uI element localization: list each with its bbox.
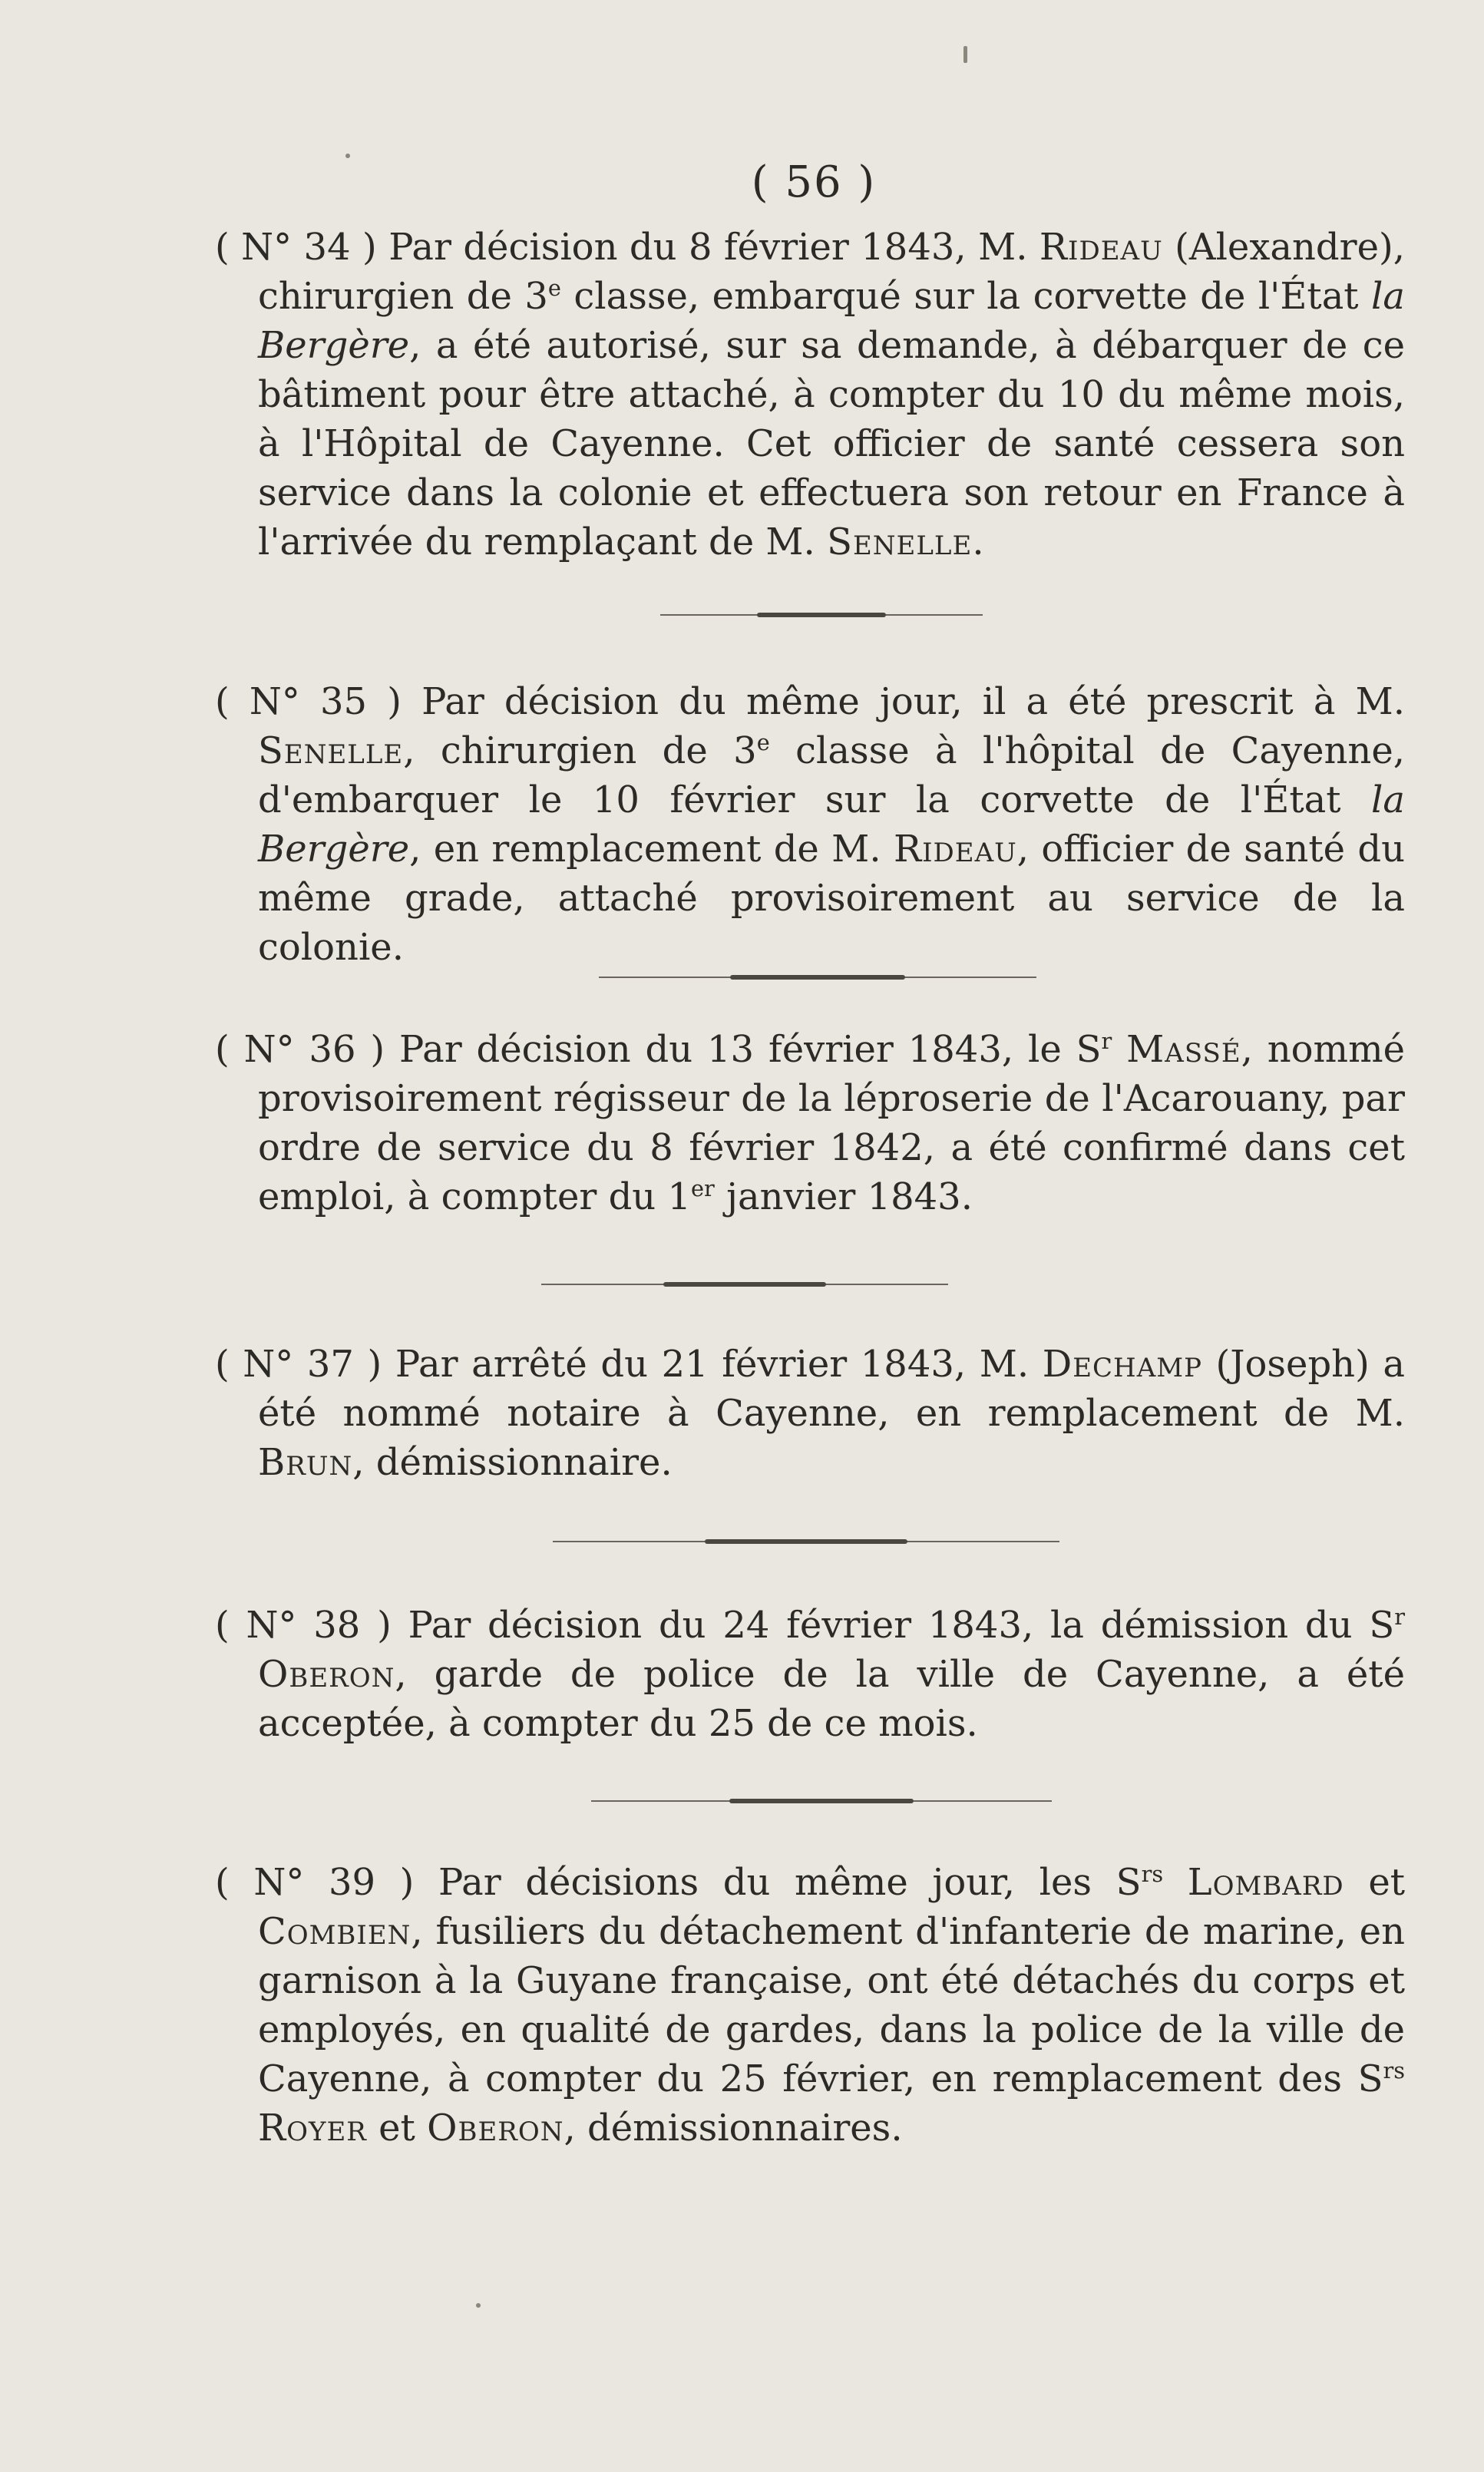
person-name: Oberon xyxy=(258,1653,395,1696)
entry-35: ( N° 35 ) Par décision du même jour, il a été prescrit à M. Senelle, chirurgien de 3e classe à l'hôpital de Cayenne, d'embarquer le 10 février sur la corvette de l'État la Bergère, en remplacement de M. Rideau, officier de santé du même grade, attaché provisoirement au service de la colonie. xyxy=(215,680,1406,969)
person-name: Royer xyxy=(258,2107,367,2150)
separator-rule xyxy=(553,1541,1059,1542)
person-name: Dechamp xyxy=(1042,1343,1202,1386)
ship-name: la Bergère xyxy=(258,275,1405,367)
person-name: Oberon xyxy=(427,2107,564,2150)
person-name: Combien xyxy=(258,1910,411,1953)
person-name: Massé xyxy=(1126,1028,1241,1071)
paper-speck xyxy=(476,2303,481,2308)
person-name: Lombard xyxy=(1187,1861,1344,1904)
page-number: ( 56 ) xyxy=(751,157,877,207)
person-name: Brun xyxy=(258,1441,353,1484)
person-name: Rideau xyxy=(1039,226,1163,269)
paper-speck xyxy=(345,154,350,158)
person-name: Rideau xyxy=(893,828,1017,871)
entry-39: ( N° 39 ) Par décisions du même jour, les $S^{rs}$ Lombard et Combien, fusiliers du détachement d'infanterie de marine, en garnison à la Guyane française, ont été détachés du corps et employés, en qualité de gardes, dans la police de la ville de Cayenne, à compter du 25 février, en remplacement des $S^{rs}$ Royer et Oberon, démissionnaires. xyxy=(215,1861,1406,2150)
entry-number: ( N° 37 ) xyxy=(215,1343,382,1386)
entry-37: ( N° 37 ) Par arrêté du 21 février 1843, M. Dechamp (Joseph) a été nommé notaire à Cayenne, en remplacement de M. Brun, démissionnaire. xyxy=(215,1343,1406,1484)
entry-38: ( N° 38 ) Par décision du 24 février 1843, la démission du $S^r$ Oberon, garde de police de la ville de Cayenne, a été acceptée, à compter du 25 de ce mois. xyxy=(215,1604,1405,1745)
entry-36: ( N° 36 ) Par décision du 13 février 1843, le $S^r$ Massé, nommé provisoirement régisseur de la léproserie de l'Acarouany, par ordre de service du 8 février 1842, a été confirmé dans cet emploi, à compter du 1er janvier 1843. xyxy=(215,1028,1405,1218)
entry-number: ( N° 34 ) xyxy=(215,226,377,269)
entry-number: ( N° 36 ) xyxy=(215,1028,385,1071)
separator-rule xyxy=(591,1800,1052,1802)
separator-rule xyxy=(541,1284,948,1285)
entry-34: ( N° 34 ) Par décision du 8 février 1843, M. Rideau (Alexandre), chirurgien de 3e classe, embarqué sur la corvette de l'État la Bergère, a été autorisé, sur sa demande, à débarquer de ce bâtiment pour être attaché, à compter du 10 du même mois, à l'Hôpital de Cayenne. Cet officier de santé cessera son service dans la colonie et effectuera son retour en France à l'arrivée du remplaçant de M. Senelle. xyxy=(215,226,1405,563)
separator-rule xyxy=(599,977,1036,978)
person-name: Senelle xyxy=(827,521,973,563)
separator-rule xyxy=(660,614,983,616)
entry-number: ( N° 39 ) xyxy=(215,1861,415,1904)
ship-name: la Bergère xyxy=(258,778,1405,871)
entry-number: ( N° 38 ) xyxy=(215,1604,392,1647)
paper-speck xyxy=(963,46,967,63)
person-name: Senelle xyxy=(258,729,404,772)
entry-number: ( N° 35 ) xyxy=(215,680,402,723)
